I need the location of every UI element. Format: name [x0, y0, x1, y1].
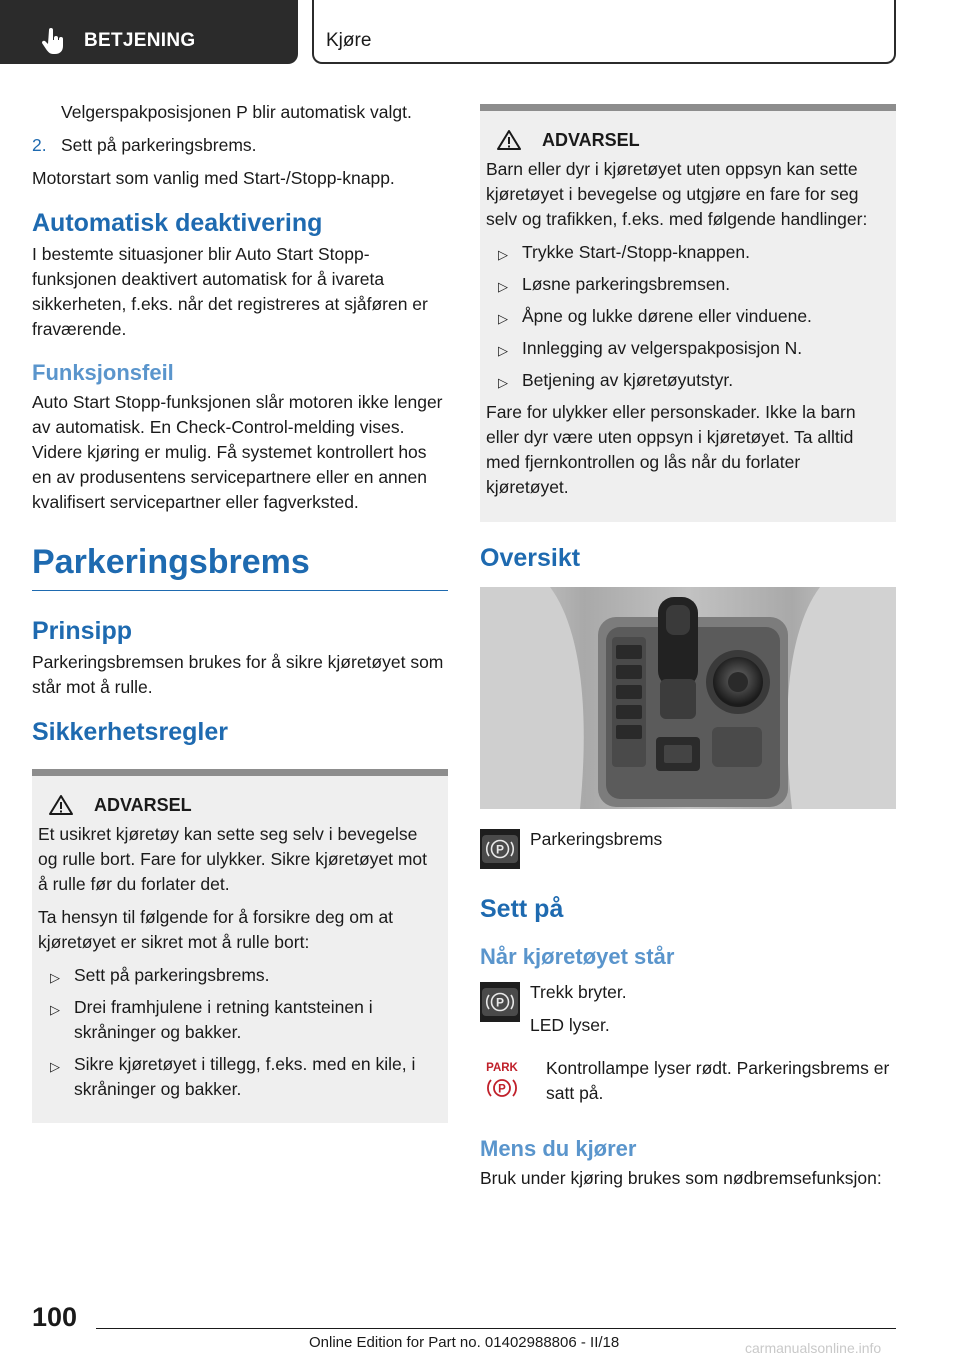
footer-edition: Online Edition for Part no. 01402988806 - II/18 [309, 1334, 620, 1351]
hand-pointer-icon [40, 28, 66, 56]
warning-paragraph: Et usikret kjøretøy kan sette seg selv i bevegelse og rulle bort. Fare for ulykker. Sikre kjøretøyet mot å rulle før du forlater det. [38, 824, 428, 894]
list-item: ▷ Drei framhjulene i retning kantsteinen i skråninger og bakker. [50, 997, 373, 1042]
warning-triangle-icon [496, 129, 522, 151]
instruction-row [480, 980, 896, 1038]
bullet-triangle-icon: ▷ [498, 343, 508, 358]
header-chapter-title: Kjøre [326, 30, 372, 51]
svg-text:PARK: PARK [486, 1062, 518, 1074]
paragraph: I bestemte situasjoner blir Auto Start Stopp-funksjonen deaktivert automatisk for å ivareta sikkerheten, f.eks. når det registreres at sjåføren er fraværende. [32, 244, 428, 339]
caption-row [480, 827, 896, 871]
paragraph: Motorstart som vanlig med Start-/Stopp-knapp. [32, 168, 395, 188]
bullet-triangle-icon: ▷ [498, 311, 508, 326]
bullet-triangle-icon: ▷ [50, 1002, 60, 1017]
page-number: 100 [32, 1302, 78, 1332]
warning-title-text: ADVARSEL [94, 794, 192, 815]
heading-malfunction: Funksjonsfeil [32, 360, 174, 385]
numbered-step [32, 133, 448, 158]
heading-principle: Prinsipp [32, 617, 133, 645]
svg-text:P: P [495, 842, 505, 857]
paragraph: Bruk under kjøring brukes som nødbremsefunksjon: [480, 1168, 882, 1188]
list-item: ▷ Sett på parkeringsbrems. [38, 963, 436, 988]
warning-paragraph: Barn eller dyr i kjøretøyet uten oppsyn kan sette kjøretøyet i bevegelse og utgjøre en fare for seg selv og trafikken, f.eks. med følgende handlinger: [486, 159, 868, 229]
list-item: ▷ Løsne parkeringsbremsen. [486, 272, 884, 297]
footer-divider [96, 1328, 896, 1329]
warning-title-text: ADVARSEL [542, 129, 640, 150]
header-section-tab [0, 0, 298, 64]
svg-text:P: P [498, 1083, 506, 1096]
heading-when-stationary: Når kjøretøyet står [480, 944, 675, 969]
watermark: carmanualsonline.info [745, 1340, 882, 1356]
heading-overview: Oversikt [480, 544, 581, 572]
indicator-row [480, 1056, 896, 1106]
list-item: ▷ Sikre kjøretøyet i tillegg, f.eks. med en kile, i skråninger og bakker. [50, 1054, 416, 1099]
warning-title [486, 129, 884, 151]
paragraph: Velgerspakposisjonen P blir automatisk valgt. [61, 102, 412, 122]
warning-paragraph: Fare for ulykker eller personskader. Ikke la barn eller dyr være uten oppsyn i kjøretøyet. Ta alltid med fjernkontrollen og lås når du forlater kjøretøyet. [486, 402, 856, 497]
warning-paragraph: Ta hensyn til følgende for å forsikre deg om at kjøretøyet er sikret mot å rulle bort: [38, 907, 394, 952]
bullet-triangle-icon: ▷ [498, 247, 508, 262]
warning-box [32, 769, 448, 1123]
instruction-text: LED lyser. [530, 1015, 610, 1035]
right-column [480, 104, 896, 1199]
list-item: ▷ Betjening av kjøretøyutstyr. [486, 368, 884, 393]
heading-parking-brake: Parkeringsbrems [32, 543, 448, 591]
list-item: ▷ Innlegging av velgerspakposisjon N. [486, 336, 884, 361]
list-item: ▷ Åpne og lukke dørene eller vinduene. [486, 304, 884, 329]
indicator-text: Kontrollampe lyser rødt. Parkeringsbrems er satt på. [546, 1058, 890, 1103]
instruction-text: Trekk bryter. [530, 982, 627, 1002]
bullet-triangle-icon: ▷ [50, 1059, 60, 1074]
warning-triangle-icon [48, 794, 74, 816]
paragraph: Auto Start Stopp-funksjonen slår motoren ikke lenger av automatisk. En Check-Control-melding vises. Videre kjøring er mulig. Få systemet kontrollert hos en av produsentens servicepartnere eller en annen kvalifisert servicepartner eller fagverksted. [32, 392, 443, 512]
header-chapter-tab [312, 0, 896, 64]
park-indicator-lamp-icon [480, 1058, 524, 1102]
caption-text: Parkeringsbrems [530, 829, 663, 849]
warning-box [480, 104, 896, 522]
step-number: 2. [32, 135, 47, 155]
step-text: Sett på parkeringsbrems. [61, 135, 257, 155]
left-column [32, 100, 448, 1123]
heading-while-driving: Mens du kjører [480, 1136, 637, 1161]
svg-text:P: P [495, 995, 505, 1010]
parking-brake-switch-icon [480, 829, 520, 869]
warning-title [38, 794, 436, 816]
paragraph: Parkeringsbremsen brukes for å sikre kjøretøyet som står mot å rulle. [32, 652, 444, 697]
parking-brake-switch-icon [480, 982, 520, 1022]
heading-auto-deactivation: Automatisk deaktivering [32, 209, 323, 237]
heading-safety-rules: Sikkerhetsregler [32, 718, 228, 746]
bullet-triangle-icon: ▷ [50, 970, 60, 985]
heading-apply: Sett på [480, 895, 564, 923]
header-section-title: BETJENING [84, 30, 196, 51]
bullet-triangle-icon: ▷ [498, 279, 508, 294]
center-console-photo [480, 587, 896, 809]
bullet-triangle-icon: ▷ [498, 375, 508, 390]
list-item: ▷ Trykke Start-/Stopp-knappen. [486, 240, 884, 265]
